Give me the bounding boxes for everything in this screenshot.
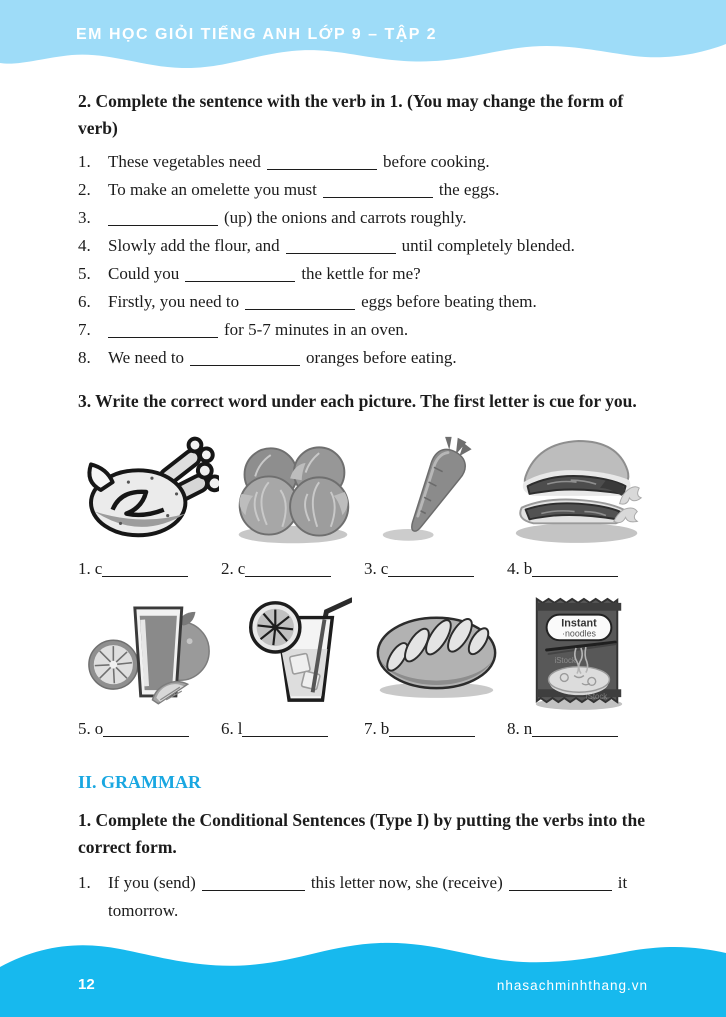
item-number: 5. <box>78 264 91 283</box>
answer-blank[interactable] <box>242 735 328 737</box>
noodles-label-line1: Instant <box>560 617 597 630</box>
page-number: 12 <box>78 976 95 993</box>
picture-cell-chicken <box>78 429 221 579</box>
picture-answer-label: 1. c <box>78 559 221 579</box>
picture-answer-label: 5. o <box>78 719 221 739</box>
picture-grid <box>78 429 650 739</box>
item-text: Could you the kettle for me? <box>108 264 421 283</box>
lemonade-image <box>221 589 364 711</box>
answer-blank[interactable] <box>245 308 355 310</box>
publisher-website: nhasachminhthang.vn <box>496 978 648 993</box>
list-item <box>78 204 650 232</box>
footer-wave-shape <box>0 935 726 1017</box>
grammar-list <box>78 869 650 925</box>
exercise2-list <box>78 148 650 372</box>
answer-blank[interactable] <box>532 575 618 577</box>
exercise3-heading: 3. Write the correct word under each picture. The first letter is cue for you. <box>78 391 637 411</box>
answer-blank[interactable] <box>202 889 305 891</box>
page-footer <box>0 935 726 1017</box>
picture-answer-label: 6. l <box>221 719 364 739</box>
answer-blank[interactable] <box>103 735 189 737</box>
list-item <box>78 260 650 288</box>
item-number: 3. <box>78 208 91 227</box>
picture-cell-bread <box>364 589 507 739</box>
list-item <box>78 148 650 176</box>
picture-row <box>78 589 650 739</box>
answer-blank[interactable] <box>389 735 475 737</box>
answer-blank[interactable] <box>185 280 295 282</box>
cabbages-image <box>221 429 364 551</box>
item-text: Firstly, you need to eggs before beating them. <box>108 292 537 311</box>
item-number: 1. <box>78 873 91 892</box>
answer-blank[interactable] <box>267 168 377 170</box>
item-number: 4. <box>78 236 91 255</box>
answer-blank[interactable] <box>286 252 396 254</box>
picture-answer-label: 2. c <box>221 559 364 579</box>
book-title: EM HỌC GIỎI TIẾNG ANH LỚP 9 – TẬP 2 <box>76 26 438 43</box>
picture-cell-carrot <box>364 429 507 579</box>
page-content <box>78 78 650 925</box>
picture-cell-instant-noodles <box>507 589 650 739</box>
beef-image <box>507 429 650 551</box>
noodles-label-line2: ·noodles <box>561 628 596 639</box>
picture-cell-beef <box>507 429 650 579</box>
grammar-section-heading: II. GRAMMAR <box>78 772 201 792</box>
item-text: We need to oranges before eating. <box>108 348 457 367</box>
list-item <box>78 232 650 260</box>
bread-image <box>364 589 507 711</box>
picture-answer-label: 4. b <box>507 559 650 579</box>
picture-cell-orange-juice <box>78 589 221 739</box>
item-number: 1. <box>78 152 91 171</box>
picture-cell-cabbages <box>221 429 364 579</box>
answer-blank[interactable] <box>323 196 433 198</box>
answer-blank[interactable] <box>190 364 300 366</box>
orange-juice-image <box>78 589 221 711</box>
item-number: 6. <box>78 292 91 311</box>
picture-answer-label: 8. n <box>507 719 650 739</box>
list-item <box>78 176 650 204</box>
item-text: If you (send) this letter now, she (receive) it tomorrow. <box>108 873 628 920</box>
list-item <box>78 869 650 925</box>
answer-blank[interactable] <box>245 575 331 577</box>
answer-blank[interactable] <box>108 224 218 226</box>
answer-blank[interactable] <box>532 735 618 737</box>
answer-blank[interactable] <box>509 889 612 891</box>
carrot-image <box>364 429 507 551</box>
grammar-exercise-heading: 1. Complete the Conditional Sentences (Type I) by putting the verbs into the correct form. <box>78 810 645 857</box>
instant-noodles-image <box>507 589 650 711</box>
list-item <box>78 344 650 372</box>
istock-watermark: iStock <box>585 692 607 702</box>
item-text: These vegetables need before cooking. <box>108 152 490 171</box>
item-text: for 5-7 minutes in an oven. <box>108 316 650 344</box>
picture-row <box>78 429 650 579</box>
list-item <box>78 316 650 344</box>
picture-cell-lemonade <box>221 589 364 739</box>
list-item <box>78 288 650 316</box>
item-text: (up) the onions and carrots roughly. <box>108 204 650 232</box>
istock-watermark: iStock <box>553 655 576 665</box>
picture-answer-label: 3. c <box>364 559 507 579</box>
answer-blank[interactable] <box>108 336 218 338</box>
chicken-image <box>78 429 221 551</box>
item-number: 8. <box>78 348 91 367</box>
item-text: Slowly add the flour, and until completely blended. <box>108 236 575 255</box>
page-header <box>0 0 726 78</box>
exercise2-heading: 2. Complete the sentence with the verb in 1. (You may change the form of verb) <box>78 91 624 138</box>
item-text: To make an omelette you must the eggs. <box>108 180 500 199</box>
answer-blank[interactable] <box>102 575 188 577</box>
item-number: 2. <box>78 180 91 199</box>
item-number: 7. <box>78 320 91 339</box>
answer-blank[interactable] <box>388 575 474 577</box>
picture-answer-label: 7. b <box>364 719 507 739</box>
